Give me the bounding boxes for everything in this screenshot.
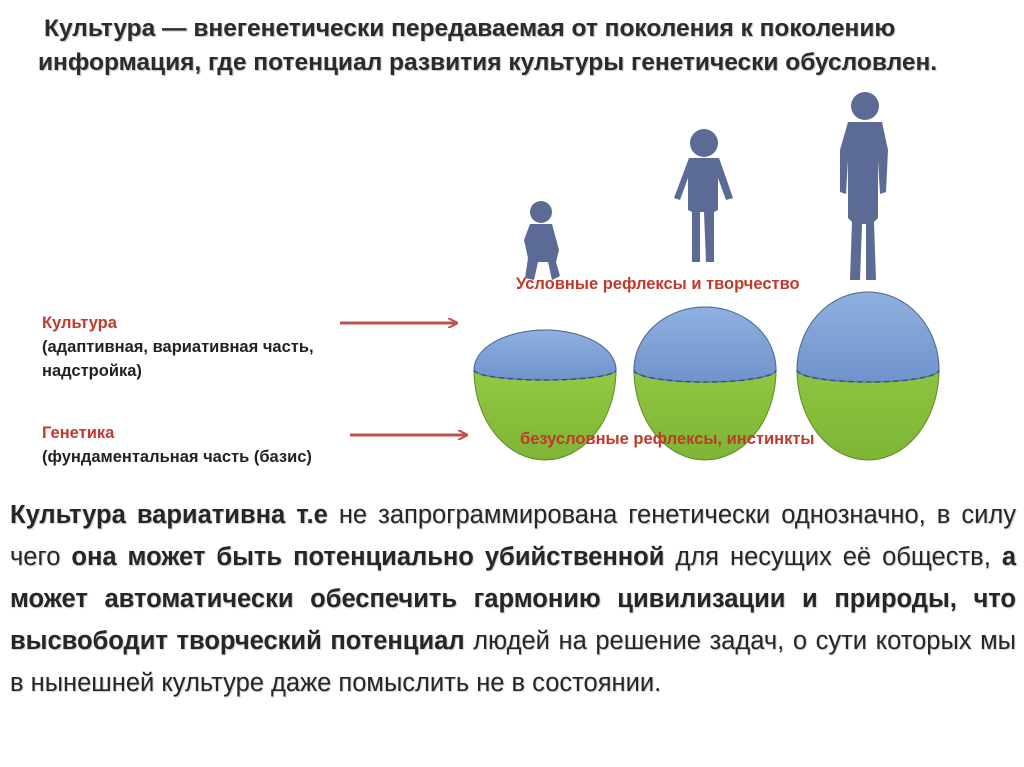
genetics-label-line1: (фундаментальная часть (базис) [42, 448, 312, 466]
body-segment-1: Культура вариативна т.е [10, 501, 328, 529]
upper-caption: Условные рефлексы и творчество [516, 275, 800, 293]
child-silhouette-icon [524, 201, 560, 280]
body-segment-6: а может автоматически обеспечить гармонию цивилизации и природы, что высвободит творческий потенциал [10, 543, 1016, 655]
body-paragraph [10, 494, 1016, 704]
boy-silhouette-icon [674, 129, 733, 262]
culture-label-line1: (адаптивная, вариативная часть, [42, 338, 314, 356]
genetics-label [42, 421, 312, 469]
title-text: Культура — внегенетически передаваемая от поколения к поколению информация, где потенциал развития культуры генетически обусловлен. [38, 15, 938, 76]
genetics-label-head: Генетика [42, 424, 115, 442]
culture-label [42, 311, 314, 383]
body-segment-3: она может быть потенциально убийственной [71, 543, 665, 571]
adult-silhouette-icon [840, 92, 888, 280]
culture-label-head: Культура [42, 314, 117, 332]
sphere-adult [797, 292, 939, 460]
culture-label-line2: надстройка) [42, 362, 142, 380]
body-segment-5: , [983, 543, 1002, 571]
lower-caption: безусловные рефлексы, инстинкты [520, 430, 815, 448]
body-segment-7: людей на решение задач, о сути которых мы в нынешней культуре даже помыслить не в состоянии. [10, 627, 1016, 697]
body-segment-4: для несущих её обществ [664, 543, 984, 571]
body-segment-2: не запрограммирована генетически однозначно, в силу чего [10, 501, 1017, 571]
